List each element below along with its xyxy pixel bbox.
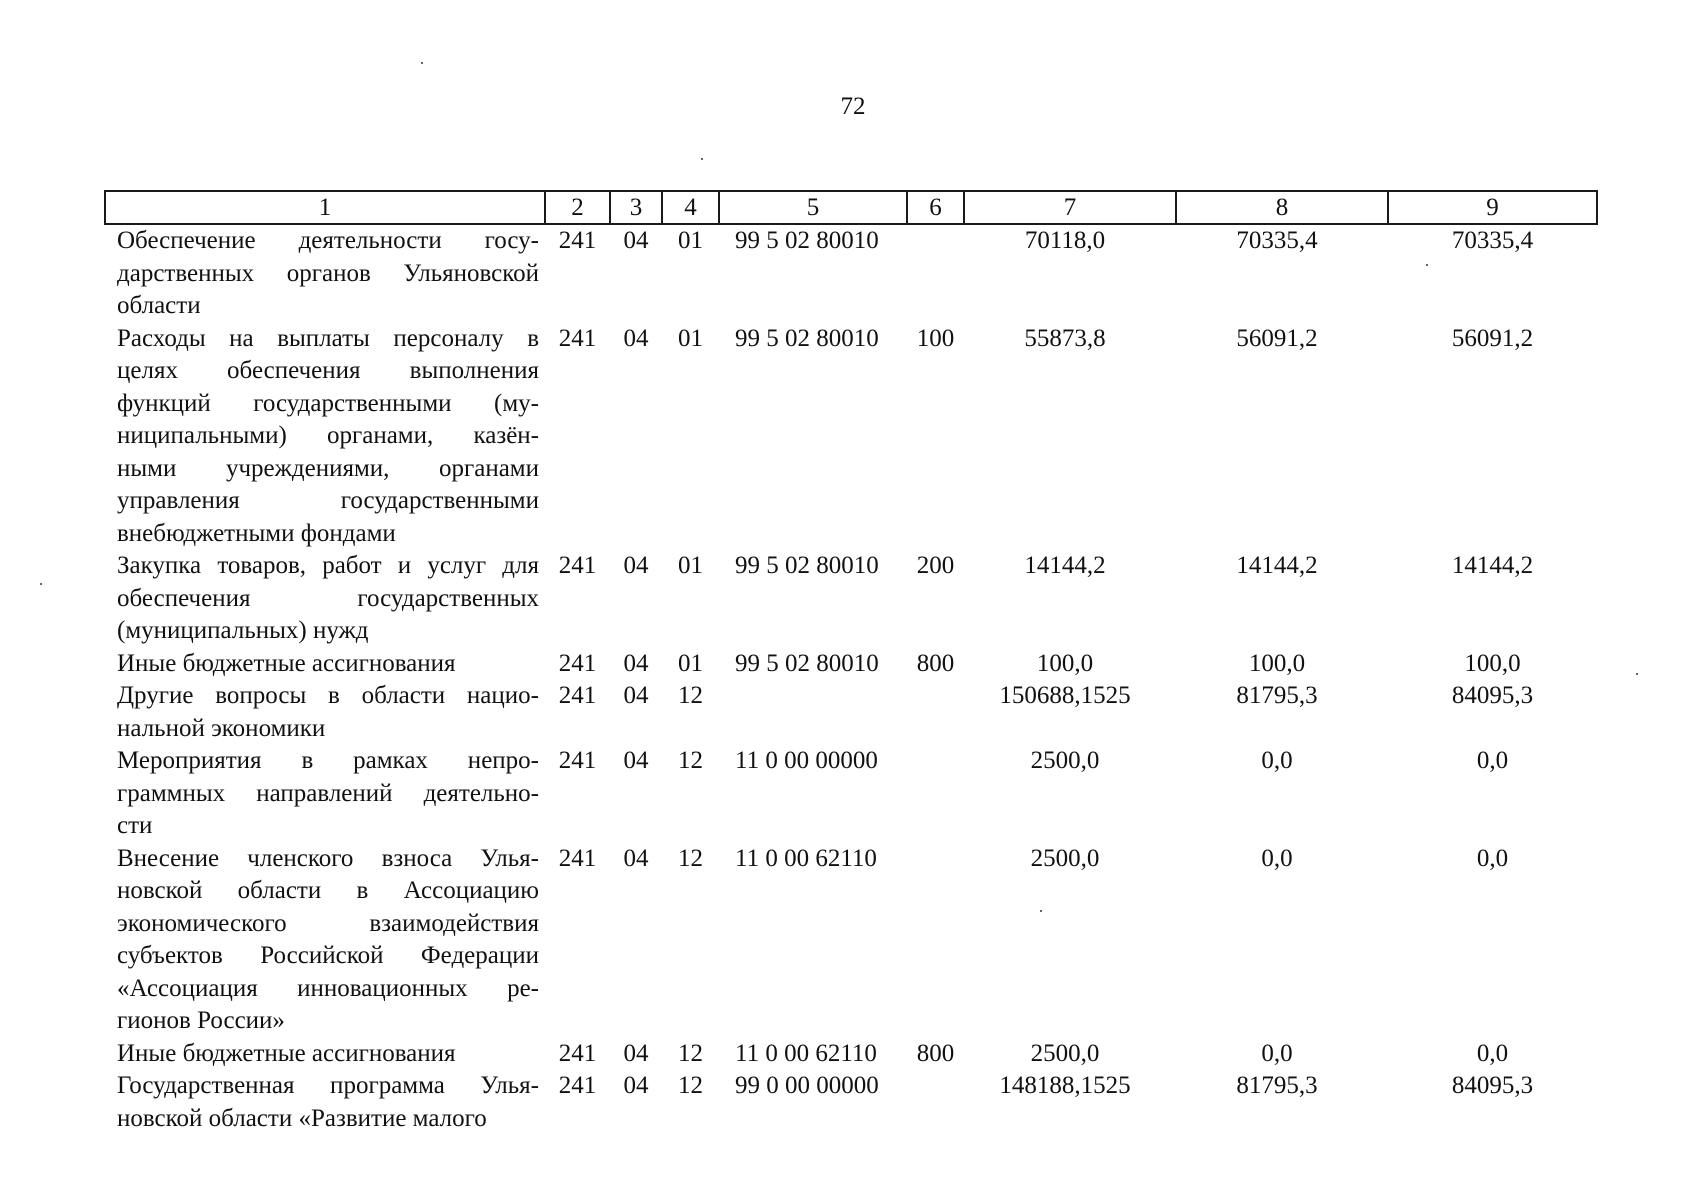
ministry-code-cell: 241 (558, 649, 597, 677)
item-name-line: управления государственными (117, 487, 539, 514)
column-header: 3 (610, 191, 662, 224)
section-code-cell: 04 (623, 227, 649, 254)
table-row (105, 843, 1597, 1038)
item-name-cell (105, 224, 545, 323)
item-name-cell (105, 1038, 545, 1071)
amount-year1-cell: 100,0 (1036, 649, 1094, 677)
item-name-line: нальной экономики (117, 714, 326, 742)
scan-speck (421, 62, 423, 64)
ministry-code-cell: 241 (558, 552, 597, 579)
item-name-line: экономического взаимодействия (117, 909, 539, 937)
target-article-cell: 99 5 02 80010 (735, 552, 879, 579)
amount-year2-cell: 14144,2 (1236, 552, 1318, 579)
column-header: 6 (907, 191, 964, 224)
table-row (105, 224, 1597, 323)
amount-year3-cell: 100,0 (1464, 649, 1521, 677)
item-name-line: граммных направлений деятельно- (117, 779, 539, 807)
item-name-line: Расходы на выплаты персоналу в (117, 324, 539, 352)
target-article-cell: 11 0 00 62110 (735, 1039, 877, 1067)
item-name-line: сти (117, 812, 153, 839)
ministry-code-cell: 241 (558, 844, 597, 872)
target-article-cell (719, 680, 907, 745)
page-number: 72 (840, 93, 866, 120)
item-name-line: ными учреждениями, органами (117, 454, 539, 482)
scan-speck (1636, 673, 1638, 675)
ministry-code-cell: 241 (558, 1039, 597, 1067)
amount-year1-cell: 2500,0 (1030, 747, 1100, 774)
column-header: 8 (1176, 191, 1388, 224)
item-name-cell (105, 843, 545, 1038)
expense-type-cell: 800 (916, 649, 955, 677)
item-name-line: Иные бюджетные ассигнования (117, 1039, 456, 1067)
amount-year2-cell: 0,0 (1261, 747, 1293, 774)
scan-speck (40, 583, 42, 585)
subsection-code-cell: 12 (678, 844, 703, 872)
scan-speck (701, 158, 703, 160)
item-name-cell (105, 323, 545, 551)
item-name-line: Обеспечение деятельности госу- (117, 227, 539, 254)
target-article-cell: 99 5 02 80010 (735, 227, 879, 254)
column-number-row (105, 191, 1597, 224)
item-name-line: области (117, 292, 201, 319)
amount-year1-cell: 2500,0 (1030, 844, 1100, 872)
amount-year1-cell: 2500,0 (1030, 1039, 1100, 1067)
amount-year1-cell: 70118,0 (1024, 227, 1106, 254)
expense-type-cell (907, 1070, 964, 1135)
subsection-code-cell: 12 (678, 1039, 703, 1067)
section-code-cell: 04 (623, 844, 649, 872)
subsection-code-cell: 12 (678, 1072, 703, 1099)
item-name-line: «Ассоциация инновационных ре- (117, 974, 539, 1002)
item-name-cell (105, 680, 545, 745)
section-code-cell: 04 (623, 649, 649, 677)
item-name-line: Другие вопросы в области нацио- (117, 682, 539, 709)
item-name-line: Государственная программа Улья- (117, 1072, 539, 1099)
amount-year3-cell: 0,0 (1476, 1039, 1509, 1067)
item-name-line: обеспечения государственных (117, 584, 539, 612)
expense-type-cell (907, 680, 964, 745)
table-row (105, 745, 1597, 843)
column-header: 7 (964, 191, 1176, 224)
amount-year2-cell: 70335,4 (1236, 227, 1318, 254)
expense-type-cell: 800 (916, 1039, 955, 1067)
amount-year1-cell: 14144,2 (1024, 552, 1106, 579)
item-name-line: Мероприятия в рамках непро- (117, 747, 539, 774)
item-name-line: функций государственными (му- (117, 389, 539, 417)
ministry-code-cell: 241 (558, 227, 597, 254)
expense-type-cell: 100 (916, 324, 955, 352)
amount-year1-cell: 150688,1525 (999, 682, 1131, 709)
amount-year3-cell: 0,0 (1476, 747, 1509, 774)
section-code-cell: 04 (623, 324, 649, 352)
table-row (105, 680, 1597, 745)
amount-year3-cell: 14144,2 (1451, 552, 1534, 579)
subsection-code-cell: 01 (678, 649, 703, 677)
item-name-line: внебюджетными фондами (117, 519, 396, 547)
amount-year3-cell: 56091,2 (1451, 324, 1534, 352)
amount-year3-cell: 84095,3 (1451, 682, 1534, 709)
amount-year3-cell: 70335,4 (1451, 227, 1534, 254)
section-code-cell: 04 (623, 1039, 649, 1067)
amount-year3-cell: 84095,3 (1451, 1072, 1534, 1099)
subsection-code-cell: 01 (678, 552, 703, 579)
table-row (105, 550, 1597, 648)
item-name-line: новской области в Ассоциацию (117, 877, 539, 904)
column-header: 9 (1388, 191, 1597, 224)
column-header: 5 (719, 191, 907, 224)
section-code-cell: 04 (623, 1072, 649, 1099)
item-name-cell (105, 550, 545, 648)
ministry-code-cell: 241 (558, 324, 597, 352)
table-row (105, 648, 1597, 681)
amount-year1-cell: 55873,8 (1024, 324, 1106, 352)
subsection-code-cell: 12 (678, 747, 703, 774)
amount-year2-cell: 81795,3 (1236, 1072, 1318, 1099)
expense-type-cell (907, 843, 964, 1038)
table-body (105, 224, 1597, 1135)
target-article-cell: 11 0 00 00000 (735, 747, 878, 774)
subsection-code-cell: 01 (678, 324, 703, 352)
item-name-cell (105, 1070, 545, 1135)
section-code-cell: 04 (623, 552, 649, 579)
item-name-line: новской области «Развитие малого (117, 1104, 487, 1132)
expense-type-cell (907, 745, 964, 843)
item-name-cell (105, 648, 545, 681)
target-article-cell: 99 0 00 00000 (735, 1072, 879, 1099)
item-name-line: (муниципальных) нужд (117, 617, 369, 644)
ministry-code-cell: 241 (558, 747, 597, 774)
subsection-code-cell: 01 (678, 227, 703, 254)
table-row (105, 1038, 1597, 1071)
item-name-line: целях обеспечения выполнения (117, 357, 539, 384)
amount-year2-cell: 56091,2 (1236, 324, 1318, 352)
item-name-line: Внесение членского взноса Улья- (117, 844, 539, 872)
amount-year2-cell: 0,0 (1261, 1039, 1293, 1067)
table-row (105, 323, 1597, 551)
item-name-cell (105, 745, 545, 843)
amount-year1-cell: 148188,1525 (999, 1072, 1131, 1099)
expense-type-cell: 200 (916, 552, 955, 579)
budget-table (104, 190, 1598, 1135)
section-code-cell: 04 (623, 747, 649, 774)
item-name-line: дарственных органов Ульяновской (117, 259, 539, 287)
ministry-code-cell: 241 (558, 1072, 597, 1099)
section-code-cell: 04 (623, 682, 649, 709)
item-name-line: ниципальными) органами, казён- (117, 422, 539, 449)
column-header: 1 (105, 191, 545, 224)
item-name-line: Закупка товаров, работ и услуг для (117, 552, 539, 579)
target-article-cell: 11 0 00 62110 (735, 844, 877, 872)
target-article-cell: 99 5 02 80010 (735, 324, 879, 352)
item-name-line: Иные бюджетные ассигнования (117, 649, 456, 677)
amount-year2-cell: 100,0 (1248, 649, 1306, 677)
column-header: 2 (545, 191, 610, 224)
ministry-code-cell: 241 (558, 682, 597, 709)
target-article-cell: 99 5 02 80010 (735, 649, 879, 677)
expense-type-cell (907, 224, 964, 323)
amount-year2-cell: 81795,3 (1236, 682, 1318, 709)
subsection-code-cell: 12 (678, 682, 703, 709)
table-row (105, 1070, 1597, 1135)
amount-year2-cell: 0,0 (1261, 844, 1293, 872)
column-header: 4 (662, 191, 719, 224)
item-name-line: субъектов Российской Федерации (117, 942, 539, 969)
amount-year3-cell: 0,0 (1476, 844, 1509, 872)
item-name-line: гионов России» (117, 1007, 285, 1034)
